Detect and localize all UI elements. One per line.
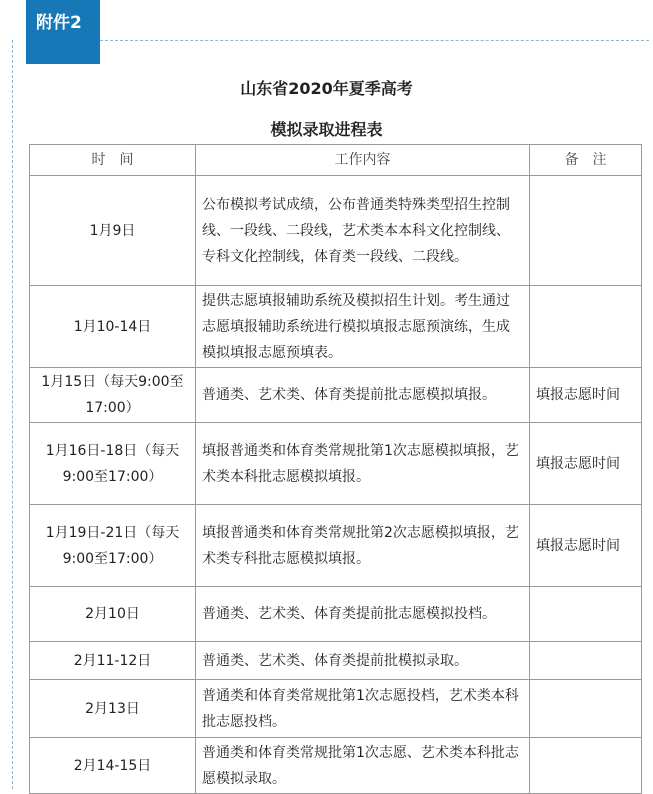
- table-row: [30, 587, 642, 642]
- row-time: 1月9日: [30, 176, 196, 286]
- table-row: [30, 680, 642, 738]
- row-time: 1月19日-21日（每天9:00至17:00）: [30, 505, 196, 587]
- row-note: [530, 286, 642, 368]
- table-header-row: [30, 145, 642, 176]
- row-content: 普通类和体育类常规批第1次志愿、艺术类本科批志愿模拟录取。: [196, 738, 530, 794]
- schedule-table: [29, 144, 642, 794]
- row-content: 普通类、艺术类、体育类提前批志愿模拟投档。: [196, 587, 530, 642]
- row-time: 1月15日（每天9:00至17:00）: [30, 368, 196, 423]
- table-row: [30, 738, 642, 794]
- table-title: 模拟录取进程表: [270, 120, 383, 139]
- row-time: 1月16日-18日（每天9:00至17:00）: [30, 423, 196, 505]
- header-note: 备 注: [530, 145, 642, 176]
- row-time: 2月11-12日: [30, 642, 196, 680]
- row-content: 填报普通类和体育类常规批第1次志愿模拟填报，艺术类本科批志愿模拟填报。: [196, 423, 530, 505]
- row-note: [530, 176, 642, 286]
- dashed-frame-left: [12, 40, 13, 789]
- dashed-frame-top: [100, 40, 649, 41]
- header-content: 工作内容: [196, 145, 530, 176]
- table-row: [30, 642, 642, 680]
- row-note: [530, 738, 642, 794]
- row-time: 2月13日: [30, 680, 196, 738]
- table-row: [30, 368, 642, 423]
- table-row: [30, 176, 642, 286]
- row-note: 填报志愿时间: [530, 505, 642, 587]
- table-row: [30, 505, 642, 587]
- header-time: 时 间: [30, 145, 196, 176]
- row-time: 1月10-14日: [30, 286, 196, 368]
- row-note: [530, 587, 642, 642]
- document-title: 山东省2020年夏季高考: [240, 79, 413, 98]
- row-time: 2月14-15日: [30, 738, 196, 794]
- row-content: 普通类、艺术类、体育类提前批模拟录取。: [196, 642, 530, 680]
- row-time: 2月10日: [30, 587, 196, 642]
- row-content: 公布模拟考试成绩，公布普通类特殊类型招生控制线、一段线、二段线，艺术类本本科文化控制线、专科文化控制线，体育类一段线、二段线。: [196, 176, 530, 286]
- row-note: 填报志愿时间: [530, 423, 642, 505]
- row-content: 普通类和体育类常规批第1次志愿投档，艺术类本科批志愿投档。: [196, 680, 530, 738]
- table-row: [30, 423, 642, 505]
- row-content: 提供志愿填报辅助系统及模拟招生计划。考生通过志愿填报辅助系统进行模拟填报志愿预演练，生成模拟填报志愿预填表。: [196, 286, 530, 368]
- table-row: [30, 286, 642, 368]
- row-note: [530, 680, 642, 738]
- attachment-tag: 附件2: [26, 0, 100, 64]
- row-content: 普通类、艺术类、体育类提前批志愿模拟填报。: [196, 368, 530, 423]
- row-note: 填报志愿时间: [530, 368, 642, 423]
- row-note: [530, 642, 642, 680]
- row-content: 填报普通类和体育类常规批第2次志愿模拟填报，艺术类专科批志愿模拟填报。: [196, 505, 530, 587]
